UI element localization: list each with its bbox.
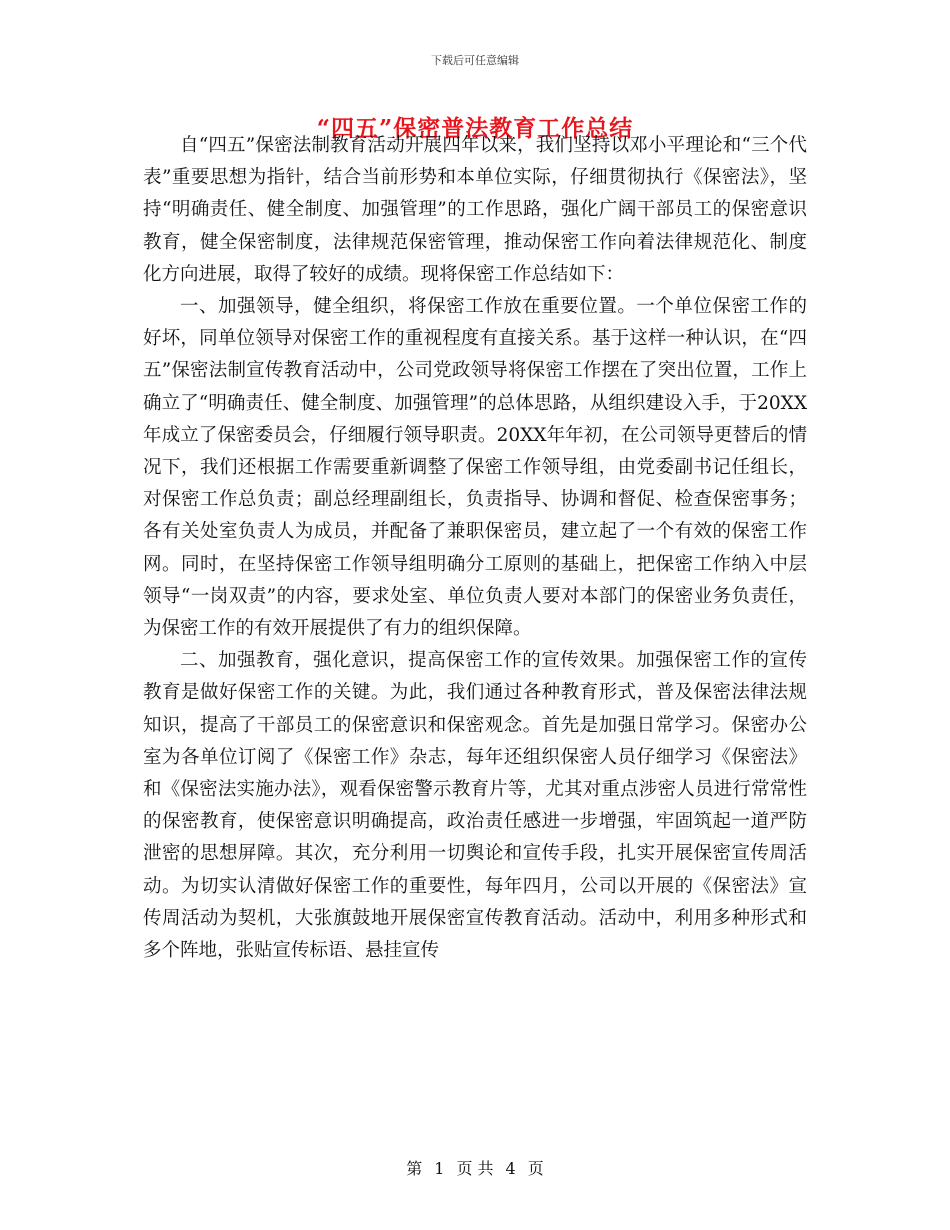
paragraph-intro: 自“四五”保密法制教育活动开展四年以来，我们坚持以邓小平理论和“三个代表”重要思想为指针，结合当前形势和本单位实际，仔细贯彻执行《保密法》，坚持“明确责任、健全制度、加强管理”的工作思路，强化广阔干部员工的保密意识教育，健全保密制度，法律规范保密管理，推动保密工作向着法律规范化、制度化方向进展，取得了较好的成绩。现将保密工作总结如下： <box>143 135 807 285</box>
footer-middle: 页 共 <box>456 1159 494 1178</box>
document-title: “四五”保密普法教育工作总结 <box>316 115 634 142</box>
page-footer <box>0 1156 950 1179</box>
document-body <box>143 130 807 967</box>
footer-total-pages: 4 <box>505 1159 516 1178</box>
page-header: 下载后可任意编辑 <box>431 54 519 67</box>
footer-prefix: 第 <box>406 1159 423 1178</box>
paragraph-section-1: 一、加强领导，健全组织，将保密工作放在重要位置。一个单位保密工作的好坏，同单位领导对保密工作的重视程度有直接关系。基于这样一种认识，在“四五”保密法制宣传教育活动中，公司党政领导将保密工作摆在了突出位置，工作上确立了“明确责任、健全制度、加强管理”的总体思路，从组织建设入手，于20XX年成立了保密委员会，仔细履行领导职责。20XX年年初，在公司领导更替后的情况下，我们还根据工作需要重新调整了保密工作领导组，由党委副书记任组长，对保密工作总负责；副总经理副组长，负责指导、协调和督促、检查保密事务；各有关处室负责人为成员，并配备了兼职保密员，建立起了一个有效的保密工作网。同时，在坚持保密工作领导组明确分工原则的基础上，把保密工作纳入中层领导“一岗双责”的内容，要求处室、单位负责人要对本部门的保密业务负责任，为保密工作的有效开展提供了有力的组织保障。 <box>143 296 807 640</box>
paragraph-section-2: 二、加强教育，强化意识，提高保密工作的宣传效果。加强保密工作的宣传教育是做好保密工作的关键。为此，我们通过各种教育形式，普及保密法律法规知识，提高了干部员工的保密意识和保密观念。首先是加强日常学习。保密办公室为各单位订阅了《保密工作》杂志，每年还组织保密人员仔细学习《保密法》和《保密法实施办法》，观看保密警示教育片等，尤其对重点涉密人员进行常常性的保密教育，使保密意识明确提高，政治责任感进一步增强，牢固筑起一道严防泄密的思想屏障。其次，充分利用一切舆论和宣传手段，扎实开展保密宣传周活动。为切实认清做好保密工作的重要性，每年四月，公司以开展的《保密法》宣传周活动为契机，大张旗鼓地开展保密宣传教育活动。活动中，利用多种形式和多个阵地，张贴宣传标语、悬挂宣传 <box>143 650 807 962</box>
footer-suffix: 页 <box>527 1159 544 1178</box>
footer-page-number: 1 <box>434 1159 445 1178</box>
